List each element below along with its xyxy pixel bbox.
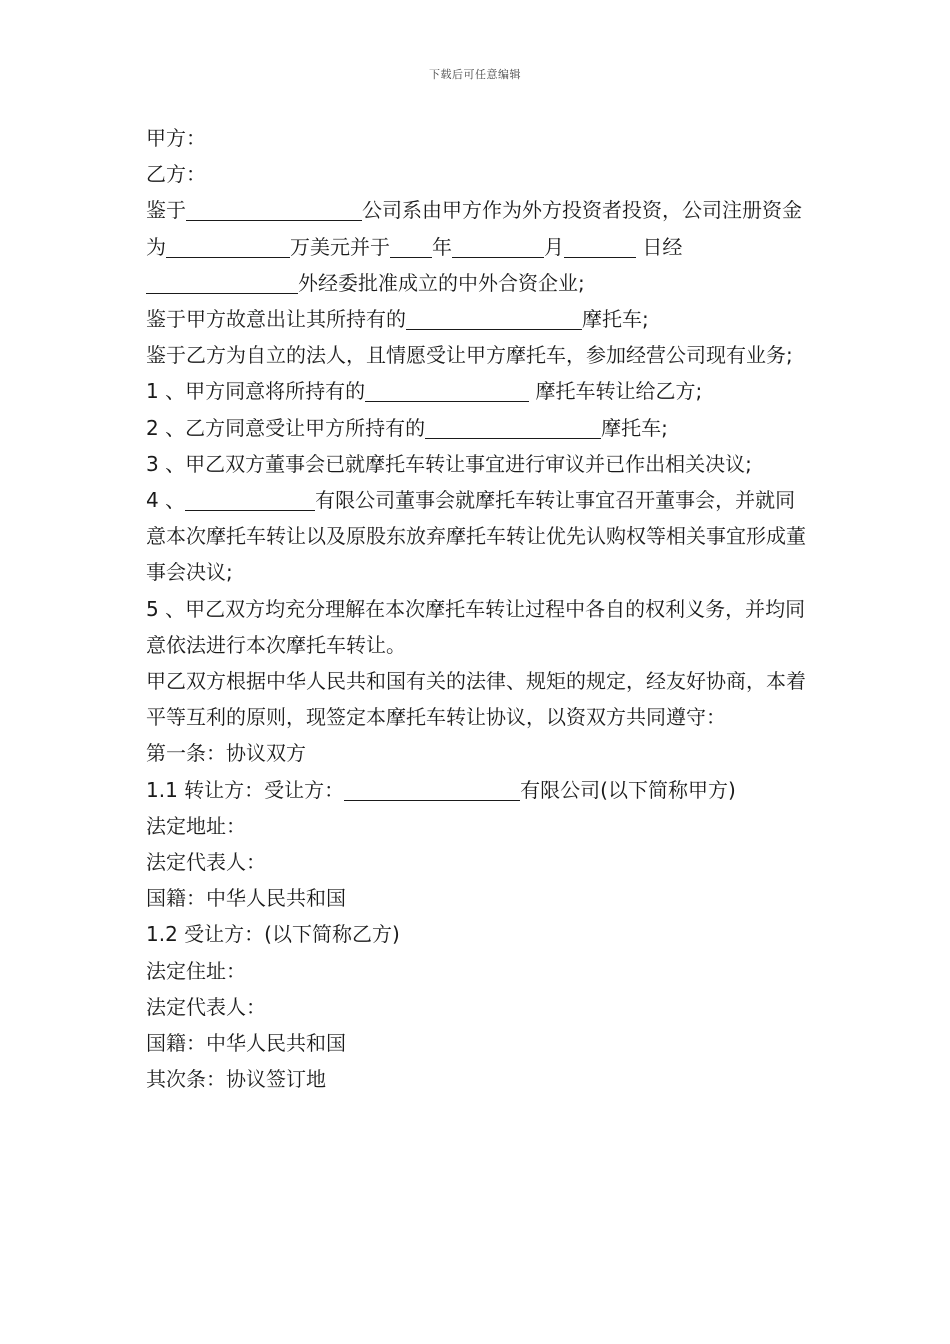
- paragraph: [146, 410, 814, 446]
- paragraph-text: 其次条：协议签订地: [146, 1067, 326, 1092]
- paragraph-text: 鉴于乙方为自立的法人，且情愿受让甲方摩托车，参加经营公司现有业务;: [146, 343, 793, 368]
- paragraph: [146, 301, 814, 337]
- fill-in-blank: [146, 271, 298, 294]
- paragraph-text: 1 、甲方同意将所持有的: [146, 379, 366, 404]
- paragraph-text: 有限公司(以下简称甲方): [520, 777, 736, 802]
- paragraph-text: 摩托车转让给乙方;: [529, 379, 703, 404]
- fill-in-blank: [452, 235, 544, 258]
- paragraph-text: 1.2 受让方：(以下简称乙方): [146, 922, 400, 947]
- paragraph-text: 法定代表人：: [146, 994, 266, 1019]
- paragraph-text: 日经: [636, 234, 683, 259]
- page-header-note: 下载后可任意编辑: [429, 68, 521, 81]
- paragraph-text: 甲方：: [146, 126, 206, 150]
- paragraph: [146, 735, 814, 771]
- paragraph-text: 法定地址：: [146, 813, 246, 838]
- fill-in-blank: [425, 416, 601, 439]
- paragraph-text: 法定住址：: [146, 958, 246, 983]
- paragraph: [146, 663, 814, 735]
- fill-in-blank: [390, 235, 432, 258]
- paragraph: [146, 120, 814, 156]
- paragraph: [146, 1061, 814, 1097]
- paragraph-text: 4 、: [146, 488, 186, 513]
- paragraph: [146, 989, 814, 1025]
- paragraph-text: 万美元并于: [290, 234, 390, 259]
- fill-in-blank: [185, 488, 315, 511]
- paragraph: [146, 373, 814, 409]
- paragraph: [146, 446, 814, 482]
- paragraph-text: 公司系由甲方作为外方投资者投资，公司注册资金为: [146, 198, 802, 259]
- paragraph: [146, 916, 814, 952]
- paragraph-text: 法定代表人：: [146, 850, 266, 875]
- paragraph-text: 乙方：: [146, 162, 206, 187]
- paragraph-text: 月: [544, 234, 564, 259]
- paragraph: [146, 953, 814, 989]
- paragraph: [146, 880, 814, 916]
- fill-in-blank: [564, 235, 636, 258]
- paragraph: [146, 591, 814, 663]
- document-body: [146, 120, 814, 1097]
- paragraph-text: 第一条：协议双方: [146, 741, 306, 766]
- fill-in-blank: [186, 198, 362, 221]
- fill-in-blank: [344, 778, 520, 801]
- paragraph-text: 摩托车;: [601, 415, 668, 440]
- paragraph-text: 2 、乙方同意受让甲方所持有的: [146, 415, 426, 440]
- paragraph: [146, 772, 814, 808]
- paragraph-text: 有限公司董事会就摩托车转让事宜召开董事会，并就同意本次摩托车转让以及原股东放弃摩托车转让优先认购权等相关事宜形成董事会决议;: [146, 488, 806, 585]
- paragraph: [146, 192, 814, 301]
- paragraph-text: 3 、甲乙双方董事会已就摩托车转让事宜进行审议并已作出相关决议;: [146, 451, 752, 476]
- fill-in-blank: [406, 307, 582, 330]
- paragraph-text: 甲乙双方根据中华人民共和国有关的法律、规矩的规定，经友好协商，本着平等互利的原则，现签定本摩托车转让协议，以资双方共同遵守：: [146, 669, 806, 730]
- fill-in-blank: [365, 379, 529, 402]
- paragraph: [146, 156, 814, 192]
- paragraph-text: 摩托车;: [582, 307, 649, 332]
- paragraph: [146, 808, 814, 844]
- paragraph: [146, 337, 814, 373]
- paragraph: [146, 482, 814, 591]
- paragraph: [146, 1025, 814, 1061]
- paragraph-text: 国籍：中华人民共和国: [146, 1031, 346, 1056]
- paragraph: [146, 844, 814, 880]
- paragraph-text: 1.1 转让方：受让方：: [146, 777, 345, 802]
- paragraph-text: 国籍：中华人民共和国: [146, 886, 346, 911]
- paragraph-text: 年: [432, 234, 452, 259]
- paragraph-text: 外经委批准成立的中外合资企业;: [298, 270, 585, 295]
- paragraph-text: 鉴于: [146, 198, 186, 223]
- paragraph-text: 5 、甲乙双方均充分理解在本次摩托车转让过程中各自的权利义务，并均同意依法进行本次摩托车转让。: [146, 596, 806, 657]
- fill-in-blank: [166, 235, 290, 258]
- paragraph-text: 鉴于甲方故意出让其所持有的: [146, 307, 406, 332]
